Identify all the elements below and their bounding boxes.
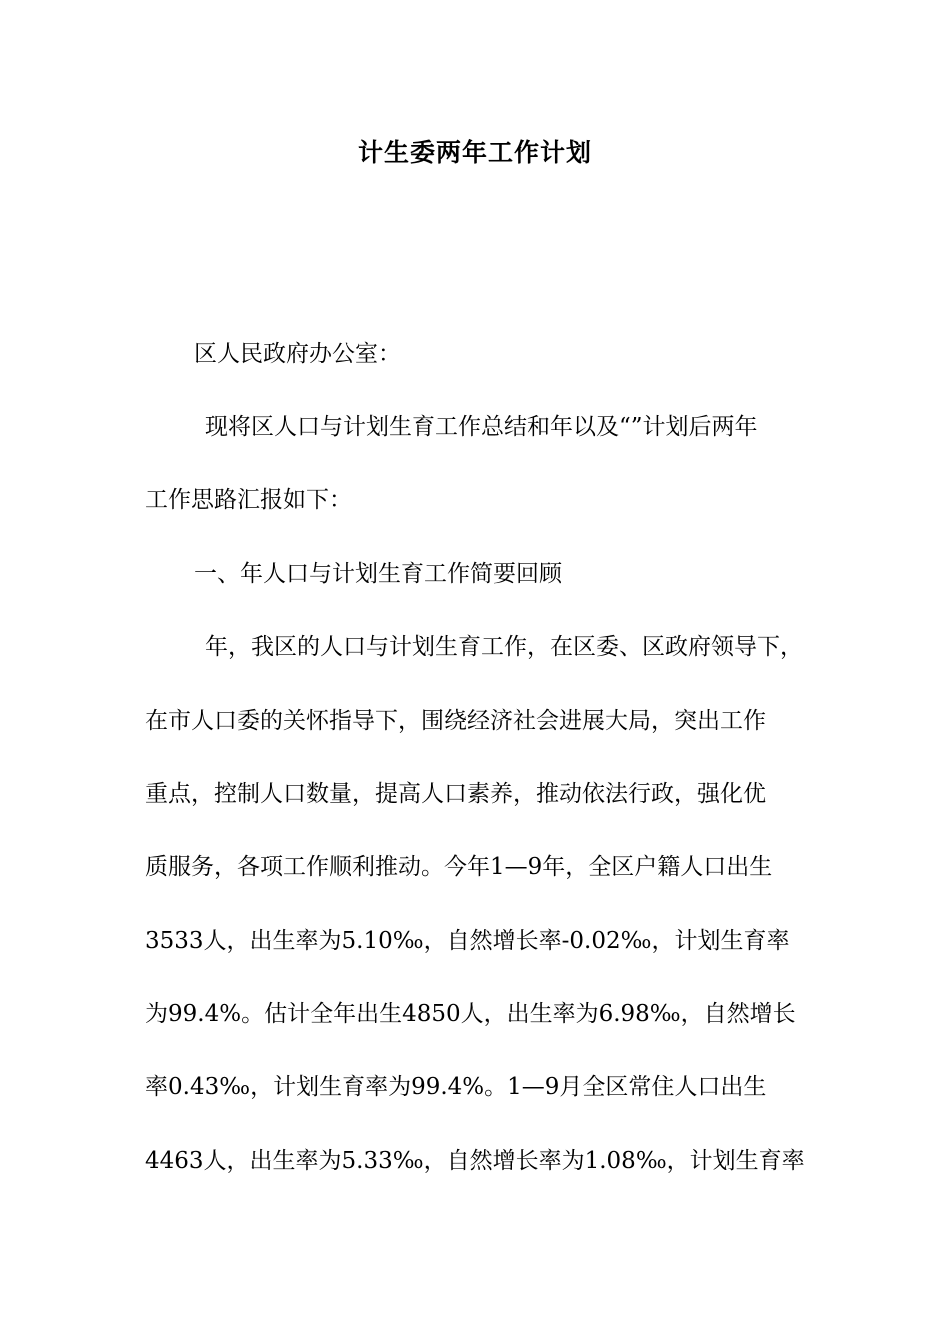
body-line: 现将区人口与计划生育工作总结和年以及“”计划后两年 [205,414,758,440]
body-line: 为99.4%。估计全年出生4850人，出生率为6.98‰，自然增长 [145,1001,796,1027]
body-line: 工作思路汇报如下： [145,487,352,513]
body-line: 在市人口委的关怀指导下，围绕经济社会进展大局，突出工作 [145,708,766,734]
body-line: 质服务，各项工作顺利推动。今年1—9年，全区户籍人口出生 [145,854,773,880]
addressee-line: 区人民政府办公室： [194,341,401,367]
body-line: 年，我区的人口与计划生育工作，在区委、区政府领导下， [205,634,803,660]
body-line: 4463人，出生率为5.33‰，自然增长率为1.08‰，计划生育率 [145,1148,805,1174]
body-line: 率0.43‰，计划生育率为99.4%。1—9月全区常住人口出生 [145,1074,767,1100]
document-title: 计生委两年工作计划 [357,138,592,167]
section-heading: 一、年人口与计划生育工作简要回顾 [194,561,562,587]
body-line: 重点，控制人口数量，提高人口素养，推动依法行政，强化优 [145,781,766,807]
body-line: 3533人，出生率为5.10‰，自然增长率-0.02‰，计划生育率 [145,928,790,954]
